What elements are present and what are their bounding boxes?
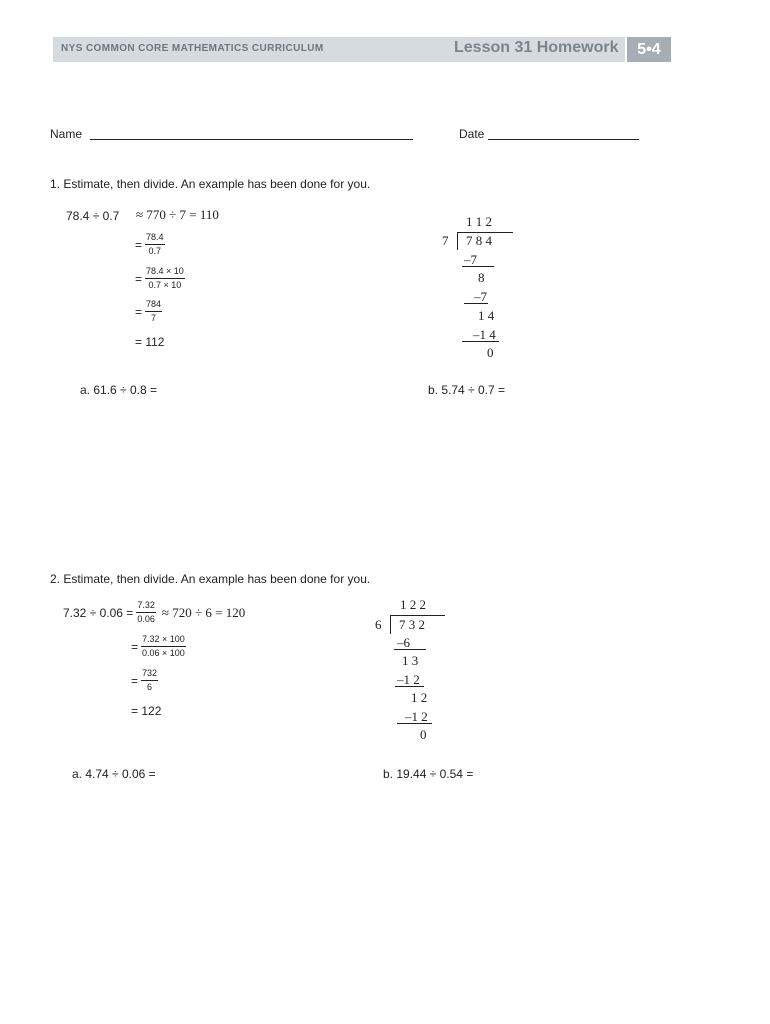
p2-step-2: = $\frac{732}{6}$: [131, 668, 158, 692]
p2-part-a-work-area[interactable]: [68, 785, 368, 985]
p1-result: = 112: [135, 335, 165, 349]
p1-estimate: ≈ 770 ÷ 7 = 110: [136, 207, 219, 222]
p2-row-5: –1 2: [405, 709, 428, 724]
p2-row-2: 1 3: [402, 653, 419, 668]
p2-part-b: b. 19.44 ÷ 0.54 =: [383, 767, 474, 781]
p1-step-3: = $\frac{784}{7}$: [135, 299, 162, 323]
p2-row-1: –6: [397, 635, 410, 650]
p2-row-6: 0: [420, 727, 427, 742]
p1-part-b-work-area[interactable]: [424, 400, 724, 560]
p1-step-2: = $\frac{78.4 \times 10}{0.7 \times 10}$: [135, 266, 184, 290]
p2-part-b-work-area[interactable]: [379, 785, 679, 985]
p1-underline-3: [462, 341, 499, 342]
name-field-line[interactable]: [90, 139, 413, 140]
p2-quotient: 1 2 2: [400, 597, 426, 612]
p2-part-a: a. 4.74 ÷ 0.06 =: [72, 767, 156, 781]
p1-part-b: b. 5.74 ÷ 0.7 =: [428, 383, 505, 397]
curriculum-title: NYS COMMON CORE MATHEMATICS CURRICULUM: [61, 43, 324, 54]
p2-expression: 7.32 ÷ 0.06 = $\frac{7.32}{0.06}$ ≈ 720 ÷ 6 = 120: [63, 600, 246, 624]
p2-divisor: 6: [375, 617, 382, 632]
date-field-line[interactable]: [488, 139, 639, 140]
p1-row-5: –1 4: [473, 327, 496, 342]
p1-row-4: 1 4: [478, 308, 495, 323]
p1-row-6: 0: [487, 345, 494, 360]
p1-part-a: a. 61.6 ÷ 0.8 =: [80, 383, 157, 397]
p1-step-1: = $\frac{78.4}{0.7}$: [135, 232, 164, 256]
p2-estimate: ≈ 720 ÷ 6 = 120: [161, 604, 246, 620]
p1-expression: 78.4 ÷ 0.7: [66, 209, 120, 223]
p1-underline-2: [464, 303, 488, 304]
date-label: Date: [459, 127, 485, 141]
p2-step-1: = $\frac{7.32 \times 100}{0.06 \times 100}$: [131, 634, 185, 658]
p2-underline-1: [394, 649, 426, 650]
name-label: Name: [50, 127, 83, 141]
p2-underline-2: [395, 686, 424, 687]
p2-result: = 122: [131, 704, 162, 718]
p1-dividend: 7 8 4: [466, 233, 492, 248]
p2-underline-3: [397, 723, 432, 724]
problem2-prompt: 2. Estimate, then divide. An example has been done for you.: [50, 572, 371, 586]
p1-part-a-work-area[interactable]: [76, 400, 376, 560]
p2-row-4: 1 2: [411, 690, 428, 705]
p1-row-3: –7: [474, 289, 487, 304]
lesson-title: Lesson 31 Homework: [454, 39, 619, 56]
p1-underline-1: [462, 266, 494, 267]
p1-divisor: 7: [442, 233, 449, 248]
p1-quotient: 1 1 2: [466, 214, 492, 229]
p2-row-3: –1 2: [397, 672, 420, 687]
p2-dividend: 7 3 2: [399, 617, 425, 632]
problem1-prompt: 1. Estimate, then divide. An example has been done for you.: [50, 177, 371, 191]
p1-row-1: –7: [464, 252, 477, 267]
p1-row-2: 8: [478, 270, 485, 285]
module-badge: 5•4: [627, 37, 671, 62]
